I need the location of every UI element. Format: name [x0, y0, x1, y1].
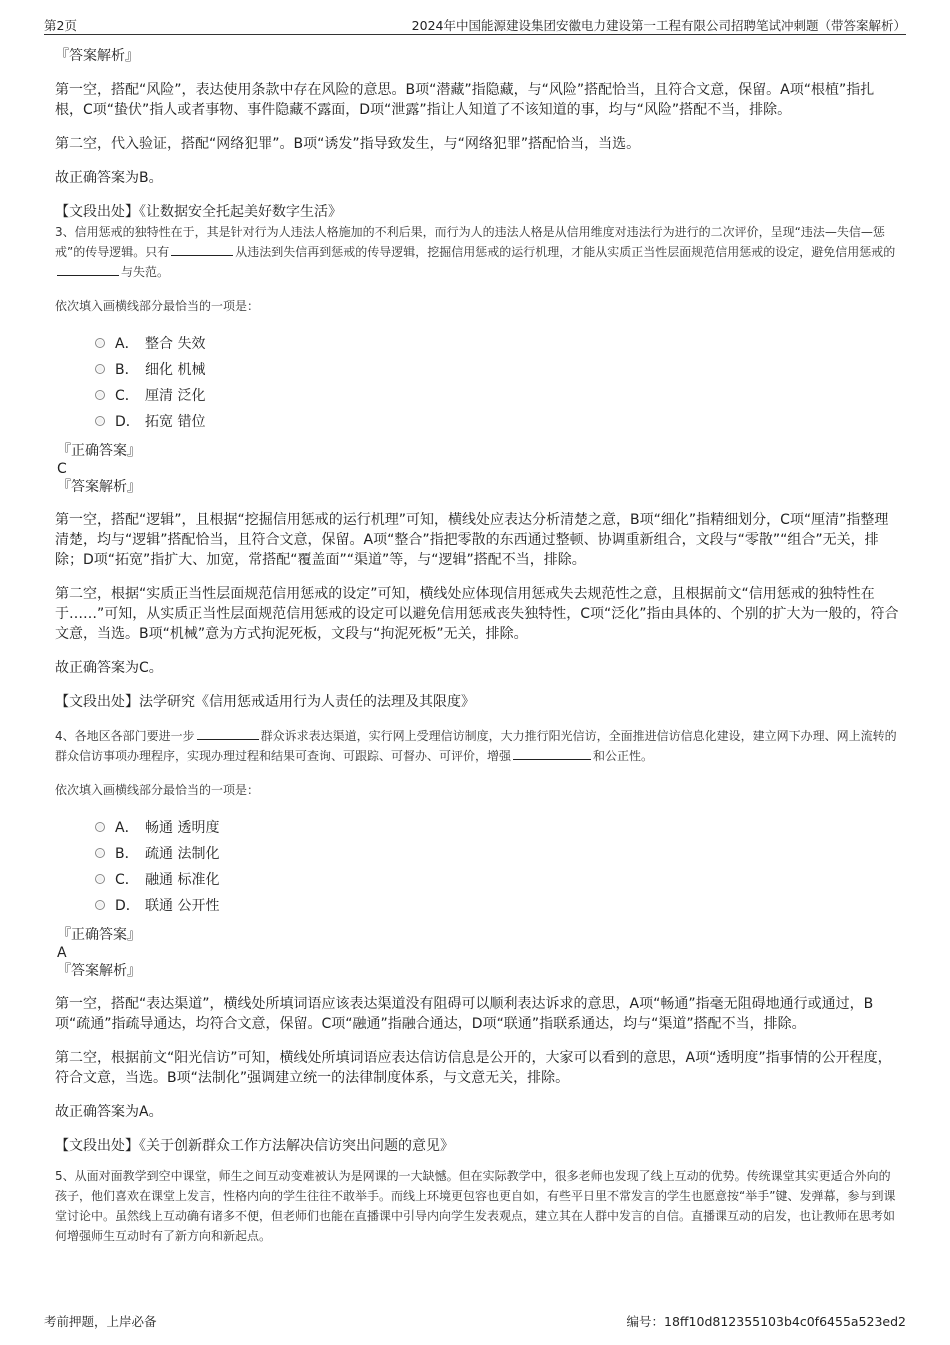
option-letter: B． [115, 362, 139, 378]
q4-blank-2 [513, 747, 591, 760]
q4-stem-part-b: 群众诉求表达渠道，实行网上受理信访制度，大力推行阳光信访，全面推进信访信息化建设，建立网下办理、网上流转的群众信访事项办理程序，实现办理过程和结果可查询、可跟踪、可督办、可评价，增强 [55, 729, 897, 763]
option-text: 细化 机械 [145, 362, 206, 378]
q3-stem-part-c: 与失范。 [121, 265, 170, 279]
option-letter: A． [115, 336, 139, 352]
option-letter: D． [115, 414, 140, 430]
option-text: 联通 公开性 [145, 898, 220, 914]
footer-slogan: 考前押题，上岸必备 [44, 1314, 157, 1329]
q4-analysis-p1: 第一空，搭配“表达渠道”，横线处所填词语应该表达渠道没有阻碍可以顺利表达诉求的意思，A项“畅通”指毫无阻碍地通行或通过，B项“疏通”指疏导通达，均符合文意，保留。C项“融通”指融合通达，D项“联通”指联系通达，均与“渠道”搭配不当，排除。 [55, 996, 874, 1032]
option-text: 拓宽 错位 [145, 414, 206, 430]
q4-blank-1 [197, 727, 259, 740]
q3-blank-2 [57, 263, 119, 276]
q2-source: 【文段出处】《让数据安全托起美好数字生活》 [55, 204, 342, 220]
q4-conclusion: 故正确答案为A。 [55, 1104, 163, 1120]
q4-answer: A [57, 945, 67, 961]
page-number: 第2页 [44, 18, 77, 33]
radio-icon[interactable] [95, 874, 105, 884]
option-text: 整合 失效 [145, 336, 206, 352]
q4-analysis-label: 『答案解析』 [57, 963, 141, 979]
q4-option-a[interactable] [95, 814, 900, 840]
q3-blank-1 [171, 243, 233, 256]
option-letter: A． [115, 820, 139, 836]
radio-icon[interactable] [95, 822, 105, 832]
q3-analysis-label: 『答案解析』 [57, 479, 141, 495]
q3-stem [55, 222, 900, 282]
option-text: 融通 标准化 [145, 872, 220, 888]
q3-source: 【文段出处】法学研究《信用惩戒适用行为人责任的法理及其限度》 [55, 694, 475, 710]
q3-stem-part-a: 3、信用惩戒的独特性在于，其是针对行为人违法人格施加的不利后果，而行为人的违法人格是从信用维度对违法行为进行的二次评价，呈现“违法—失信—惩戒”的传导逻辑。只有 [55, 225, 885, 259]
q2-analysis-p2: 第二空，代入验证，搭配“网络犯罪”。B项“诱发”指导致发生，与“网络犯罪”搭配恰当，当选。 [55, 136, 641, 152]
q3-answer: C [57, 461, 67, 477]
q3-option-a[interactable] [95, 330, 900, 356]
radio-icon[interactable] [95, 416, 105, 426]
q4-source: 【文段出处】《关于创新群众工作方法解决信访突出问题的意见》 [55, 1138, 454, 1154]
q2-analysis-label: 『答案解析』 [55, 48, 139, 64]
radio-icon[interactable] [95, 338, 105, 348]
q4-answer-label: 『正确答案』 [57, 927, 141, 943]
document-serial: 编号：18ff10d812355103b4c0f6455a523ed2 [626, 1314, 906, 1329]
q3-stem-part-b: 从违法到失信再到惩戒的传导逻辑，挖掘信用惩戒的运行机理，才能从实质正当性层面规范信用惩戒的设定，避免信用惩戒的 [235, 245, 896, 259]
option-text: 厘清 泛化 [145, 388, 206, 404]
q3-answer-label: 『正确答案』 [57, 443, 141, 459]
radio-icon[interactable] [95, 900, 105, 910]
document-title: 2024年中国能源建设集团安徽电力建设第一工程有限公司招聘笔试冲刺题（带答案解析） [411, 18, 906, 33]
option-text: 疏通 法制化 [145, 846, 220, 862]
q5-stem: 5、从面对面教学到空中课堂，师生之间互动变难被认为是网课的一大缺憾。但在实际教学中，很多老师也发现了线上互动的优势。传统课堂其实更适合外向的孩子，他们喜欢在课堂上发言，性格内向的学生往往不敢举手。而线上环境更包容也更自如，有些平日里不常发言的学生也愿意按“举手”键、发弹幕，参与到课堂讨论中。虽然线上互动确有诸多不便，但老师们也能在直播课中引导内向学生发表观点，建立其在人群中发言的自信。直播课互动的启发，也让教师在思考如何增强师生互动时有了新方向和新起点。 [55, 1169, 896, 1243]
q3-conclusion: 故正确答案为C。 [55, 660, 163, 676]
option-letter: B． [115, 846, 139, 862]
option-text: 畅通 透明度 [145, 820, 220, 836]
q3-analysis-p1: 第一空，搭配“逻辑”，且根据“挖掘信用惩戒的运行机理”可知，横线处应表达分析清楚之意，B项“细化”指精细划分，C项“厘清”指整理清楚，均与“逻辑”搭配恰当，且符合文意，保留。A项“整合”指把零散的东西通过整顿、协调重新组合，文段与“零散”“组合”无关，排除；D项“拓宽”指扩大、加宽，常搭配“覆盖面”“渠道”等，与“逻辑”搭配不当，排除。 [55, 512, 889, 568]
page-header [44, 14, 906, 35]
option-letter: C． [115, 872, 139, 888]
radio-icon[interactable] [95, 390, 105, 400]
q3-analysis-p2: 第二空，根据“实质正当性层面规范信用惩戒的设定”可知，横线处应体现信用惩戒失去规范性之意，且根据前文“信用惩戒的独特性在于……”可知，从实质正当性层面规范信用惩戒的设定可以避免信用惩戒丧失独特性，C项“泛化”指由具体的、个别的扩大为一般的，符合文意，当选。B项“机械”意为方式拘泥死板，文段与“拘泥死板”无关，排除。 [55, 586, 899, 642]
content [55, 46, 900, 1246]
q4-analysis-p2: 第二空，根据前文“阳光信访”可知，横线处所填词语应表达信访信息是公开的，大家可以看到的意思，A项“透明度”指事情的公开程度，符合文意，当选。B项“法制化”强调建立统一的法律制度体系，与文意无关，排除。 [55, 1050, 892, 1086]
option-letter: D． [115, 898, 140, 914]
q3-options [95, 330, 900, 434]
q4-option-c[interactable] [95, 866, 900, 892]
q3-option-d[interactable] [95, 408, 900, 434]
radio-icon[interactable] [95, 364, 105, 374]
q4-option-b[interactable] [95, 840, 900, 866]
q4-stem [55, 726, 900, 766]
radio-icon[interactable] [95, 848, 105, 858]
q4-options [95, 814, 900, 918]
q4-option-d[interactable] [95, 892, 900, 918]
q3-option-c[interactable] [95, 382, 900, 408]
q3-prompt: 依次填入画横线部分最恰当的一项是： [55, 299, 260, 313]
q2-analysis-p1: 第一空，搭配“风险”，表达使用条款中存在风险的意思。B项“潜藏”指隐藏，与“风险”搭配恰当，且符合文意，保留。A项“根植”指扎根，C项“蛰伏”指人或者事物、事件隐藏不露面，D项“泄露”指让人知道了不该知道的事，均与“风险”搭配不当，排除。 [55, 82, 875, 118]
q3-option-b[interactable] [95, 356, 900, 382]
q4-stem-part-a: 4、各地区各部门要进一步 [55, 729, 195, 743]
q2-conclusion: 故正确答案为B。 [55, 170, 163, 186]
q4-prompt: 依次填入画横线部分最恰当的一项是： [55, 783, 260, 797]
option-letter: C． [115, 388, 139, 404]
q4-stem-part-c: 和公正性。 [593, 749, 654, 763]
